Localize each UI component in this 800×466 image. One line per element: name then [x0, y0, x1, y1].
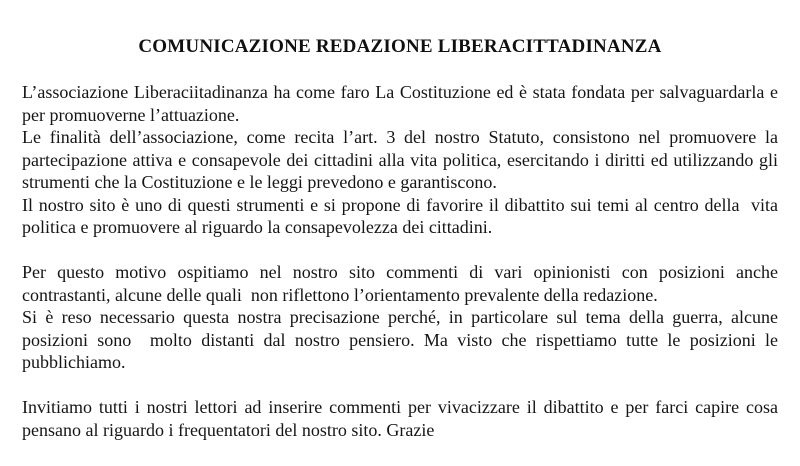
paragraph: Le finalità dell’associazione, come recita l’art. 3 del nostro Statuto, consistono nel promuovere la partecipazione attiva e consapevole dei cittadini alla vita politica, esercitando i diritti ed utilizzando gli strumenti che la Costituzione e le leggi prevedono e garantiscono. — [22, 127, 778, 192]
paragraph: Si è reso necessario questa nostra precisazione perché, in particolare sul tema della guerra, alcune posizioni sono molto distanti dal nostro pensiero. Ma visto che rispettiamo tutte le posizioni le pubblichiamo. — [22, 307, 778, 372]
paragraph: L’associazione Liberaciitadinanza ha come faro La Costituzione ed è stata fondata per salvaguardarla e per promuoverne l’attuazione. — [22, 82, 778, 125]
document-body — [22, 81, 778, 441]
paragraph-block — [22, 396, 778, 441]
paragraph: Invitiamo tutti i nostri lettori ad inserire commenti per vivacizzare il dibattito e per farci capire cosa pensano al riguardo i frequentatori del nostro sito. Grazie — [22, 397, 778, 440]
paragraph: Per questo motivo ospitiamo nel nostro sito commenti di vari opinionisti con posizioni anche contrastanti, alcune delle quali non riflettono l’orientamento prevalente della redazione. — [22, 262, 778, 305]
paragraph-block — [22, 261, 778, 374]
paragraph-block — [22, 81, 778, 239]
paragraph: Il nostro sito è uno di questi strumenti e si propone di favorire il dibattito sui temi al centro della vita politica e promuovere al riguardo la consapevolezza dei cittadini. — [22, 194, 778, 237]
document-title: COMUNICAZIONE REDAZIONE LIBERACITTADINANZA — [138, 36, 662, 57]
